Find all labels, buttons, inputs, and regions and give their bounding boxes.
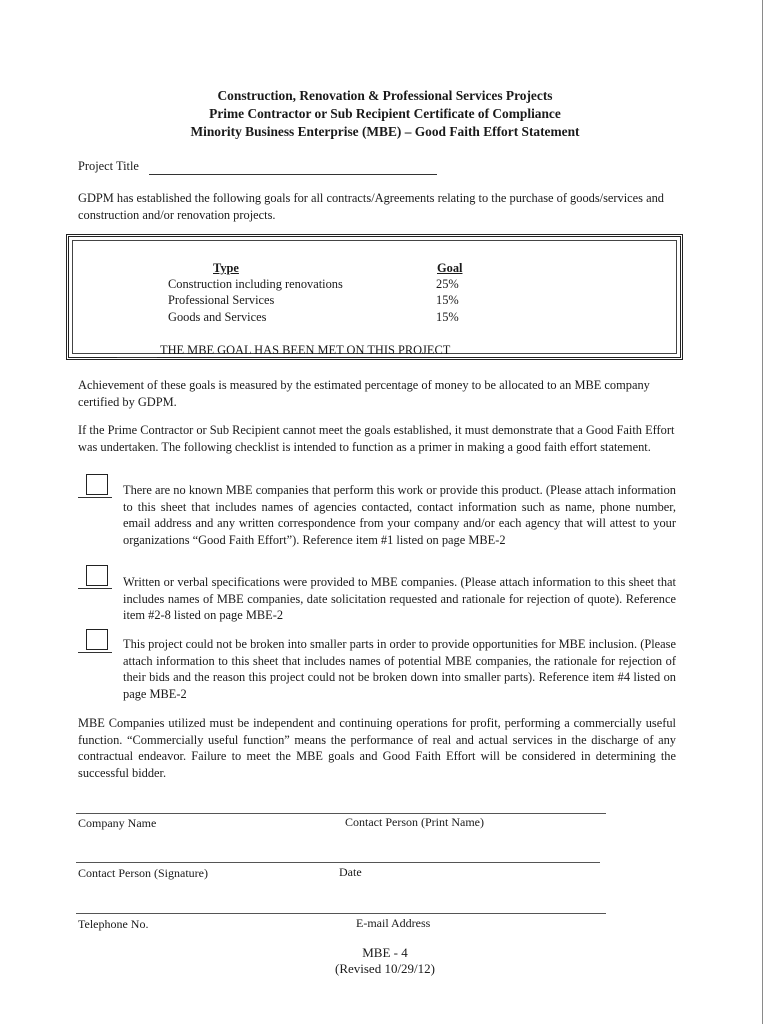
contact-signature-label: Contact Person (Signature) (78, 866, 208, 880)
company-name-label: Company Name (78, 816, 157, 830)
checklist-item-2: Written or verbal specifications were provided to MBE companies. (Please attach information to this sheet that includes names of MBE companies, date solicitation requested and rationale for rejection of quote). Reference item #2-8 listed on page MBE-2 (123, 575, 676, 622)
goal-value: 25% (436, 277, 459, 291)
goal-type: Professional Services (168, 293, 275, 307)
telephone-label: Telephone No. (78, 917, 149, 931)
goal-row (168, 292, 648, 309)
signature-date-line[interactable] (76, 862, 600, 863)
intro-paragraph: GDPM has established the following goals for all contracts/Agreements relating to the purchase of goods/services and construction and/or renovation projects. (78, 191, 664, 222)
checklist-line-3 (78, 652, 112, 653)
closing-paragraph: MBE Companies utilized must be independent and continuing operations for profit, performing a commercially useful function. “Commercially useful function” means the performance of real and actual services in the discharge of any contractual endeavor. Failure to meet the MBE goals and Good Faith Effort will be considered in determining the successful bidder. (78, 716, 676, 780)
page-id: MBE - 4 (362, 945, 408, 960)
checklist-line-2 (78, 588, 112, 589)
project-title-label: Project Title (78, 159, 139, 173)
company-contact-line[interactable] (76, 813, 606, 814)
revision-date: (Revised 10/29/12) (334, 961, 435, 976)
project-title-field[interactable] (149, 174, 437, 175)
checklist-item-1: There are no known MBE companies that perform this work or provide this product. (Please attach information to this sheet that includes names of agencies contacted, contact information such as name, phone number, email address and any written correspondence from your company and/or each agency that will attest to your organizations “Good Faith Effort”). Reference item #1 listed on page MBE-2 (123, 483, 676, 547)
goal-value: 15% (436, 310, 459, 324)
goal-row (168, 309, 648, 326)
achievement-paragraph: Achievement of these goals is measured by the estimated percentage of money to be allocated to an MBE company certified by GDPM. (78, 378, 650, 409)
goal-met-statement: THE MBE GOAL HAS BEEN MET ON THIS PROJECT (160, 343, 451, 357)
good-faith-intro: If the Prime Contractor or Sub Recipient cannot meet the goals established, it must demonstrate that a Good Faith Effort was undertaken. The following checklist is intended to function as a primer in making a good faith effort statement. (78, 423, 675, 454)
goals-header-row (168, 260, 648, 277)
contact-print-label: Contact Person (Print Name) (345, 815, 484, 829)
title-line-1: Construction, Renovation & Professional Services Projects (217, 88, 553, 103)
goal-met-check-line[interactable] (117, 357, 157, 358)
title-line-2: Prime Contractor or Sub Recipient Certificate of Compliance (209, 106, 561, 121)
checklist-item-3: This project could not be broken into smaller parts in order to provide opportunities for MBE inclusion. (Please attach information to this sheet that includes names of potential MBE companies, the rationale for rejection of their bids and the reason this project could not be broken down into smaller parts). Reference item #4 listed on page MBE-2 (123, 637, 676, 701)
date-label: Date (339, 865, 362, 879)
title-line-3: Minority Business Enterprise (MBE) – Good Faith Effort Statement (190, 124, 580, 139)
goal-type: Construction including renovations (168, 277, 343, 291)
goal-type: Goods and Services (168, 310, 267, 324)
email-label: E-mail Address (356, 916, 431, 930)
checklist-line-1 (78, 497, 112, 498)
checklist-checkbox-1[interactable] (86, 474, 108, 495)
type-header: Type (213, 261, 239, 275)
phone-email-line[interactable] (76, 913, 606, 914)
goal-header: Goal (437, 261, 463, 275)
goal-value: 15% (436, 293, 459, 307)
goal-row (168, 276, 648, 293)
page-edge-rule (762, 0, 763, 1024)
checklist-checkbox-3[interactable] (86, 629, 108, 650)
checklist-checkbox-2[interactable] (86, 565, 108, 586)
